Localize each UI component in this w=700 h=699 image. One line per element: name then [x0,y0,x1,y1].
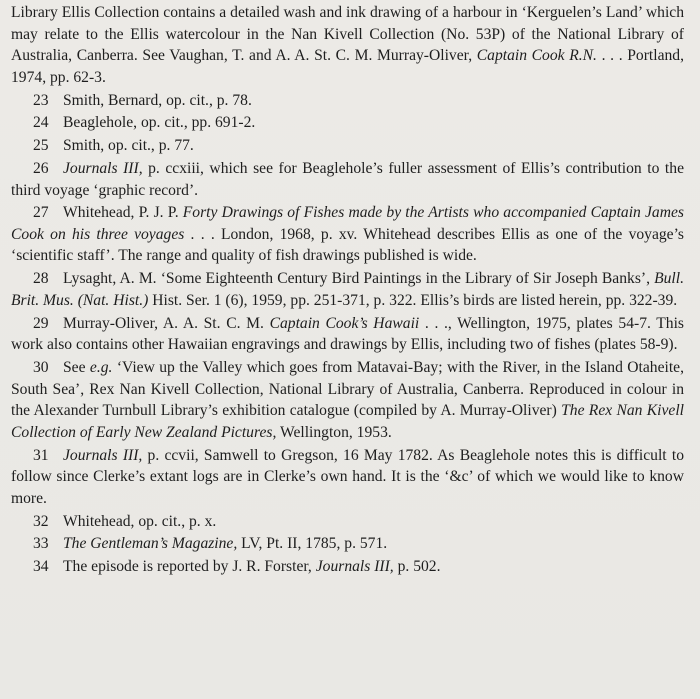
footnote-23 [11,90,684,112]
footnote-25 [11,135,684,157]
footnote-text: Library Ellis Collection contains a detailed wash and ink drawing of a harbour in ‘Kerguelen’s Land’ which may relate to the Ellis watercolour in the Nan Kivell Collection (No. 53P) of the National Library of Australia, Canberra. See Vaughan, T. and A. A. St. C. M. Murray-Oliver, [11,4,684,65]
italic-title-text: Journals III, [63,446,143,464]
footnote-number: 29 [33,314,49,332]
footnote-text: p. ccvii, Samwell to Gregson, 16 May 1782. As Beaglehole notes this is difficult to follow since Clerke’s extant logs are in Clerke’s own hand. It is the ‘&c’ of which we would like to know more. [11,446,684,507]
footnote-31 [11,445,684,510]
footnote-text: Whitehead, P. J. P. [63,204,183,222]
footnote-number: 33 [33,535,49,553]
footnote-text: . . . Portland, 1974, pp. 62-3. [11,47,684,86]
footnote-number: 32 [33,512,49,530]
footnote-28 [11,268,684,311]
footnote-26 [11,158,684,201]
footnote-number: 24 [33,114,49,132]
footnote-number: 28 [33,270,49,288]
footnote-29 [11,313,684,356]
footnote-number: 23 [33,91,49,109]
footnote-text: Beaglehole, op. cit., pp. 691-2. [63,114,256,132]
italic-title-text: Captain Cook’s Hawaii [269,314,420,332]
footnote-continuation [11,2,684,88]
italic-title-text: Forty Drawings of Fishes made by the Artists who accompanied Captain James Cook on his three voyages [11,204,684,243]
italic-title-text: Journals III, [315,558,394,576]
footnote-text: . . . London, 1968, p. xv. Whitehead describes Ellis as one of the voyage’s ‘scientific staff’. The range and quality of fish drawings published is wide. [11,225,684,265]
footnote-33 [11,533,684,555]
footnote-34 [11,556,684,578]
footnote-text: Smith, op. cit., p. 77. [63,137,194,155]
footnote-text: p. 502. [393,558,441,576]
footnote-text: Wellington, 1953. [276,423,392,441]
footnote-24 [11,112,684,134]
footnote-text: ‘View up the Valley which goes from Matavai-Bay; with the River, in the Island Otaheite, South Sea’, Rex Nan Kivell Collection, National Library of Australia, Canberra. Reproduced in colour in the Alexander Turnbull Library’s exhibition catalogue (compiled by A. Murray-Oliver) [11,359,684,420]
footnote-number: 26 [33,159,49,177]
footnote-number: 34 [33,558,49,576]
footnote-27 [11,202,684,267]
footnote-text: . . ., Wellington, 1975, plates 54-7. This work also contains other Hawaiian engravings and drawings by Ellis, including two of fishes (plates 58-9). [11,314,684,354]
italic-title-text: e.g. [89,359,113,376]
footnote-30 [11,357,684,443]
footnote-32 [11,511,684,533]
footnote-number: 31 [33,446,49,464]
italic-title-text: Captain Cook R.N. [476,47,597,65]
italic-title-text: Bull. Brit. Mus. (Nat. Hist.) [11,270,684,309]
footnote-text: The episode is reported by J. R. Forster, [63,558,316,576]
footnote-number: 27 [33,204,49,222]
footnote-number: 30 [33,359,49,376]
italic-title-text: The Rex Nan Kivell Collection of Early New Zealand Pictures, [11,402,684,441]
footnote-text: Smith, Bernard, op. cit., p. 78. [63,91,252,109]
footnote-text: Lysaght, A. M. ‘Some Eighteenth Century Bird Paintings in the Library of Sir Joseph Banks’, [63,270,655,288]
footnote-text: Murray-Oliver, A. A. St. C. M. [63,314,270,332]
italic-title-text: Journals III, [63,159,143,177]
italic-title-text: The Gentleman’s Magazine, [63,535,238,553]
footnote-text: See [63,359,90,376]
footnote-number: 25 [33,137,49,155]
footnote-text: LV, Pt. II, 1785, p. 571. [237,535,388,553]
footnote-text: p. ccxiii, which see for Beaglehole’s fuller assessment of Ellis’s contribution to the third voyage ‘graphic record’. [11,159,684,199]
footnote-text: Hist. Ser. 1 (6), 1959, pp. 251-371, p. 322. Ellis’s birds are listed herein, pp. 322-39. [148,291,678,309]
footnote-text: Whitehead, op. cit., p. x. [63,512,217,530]
